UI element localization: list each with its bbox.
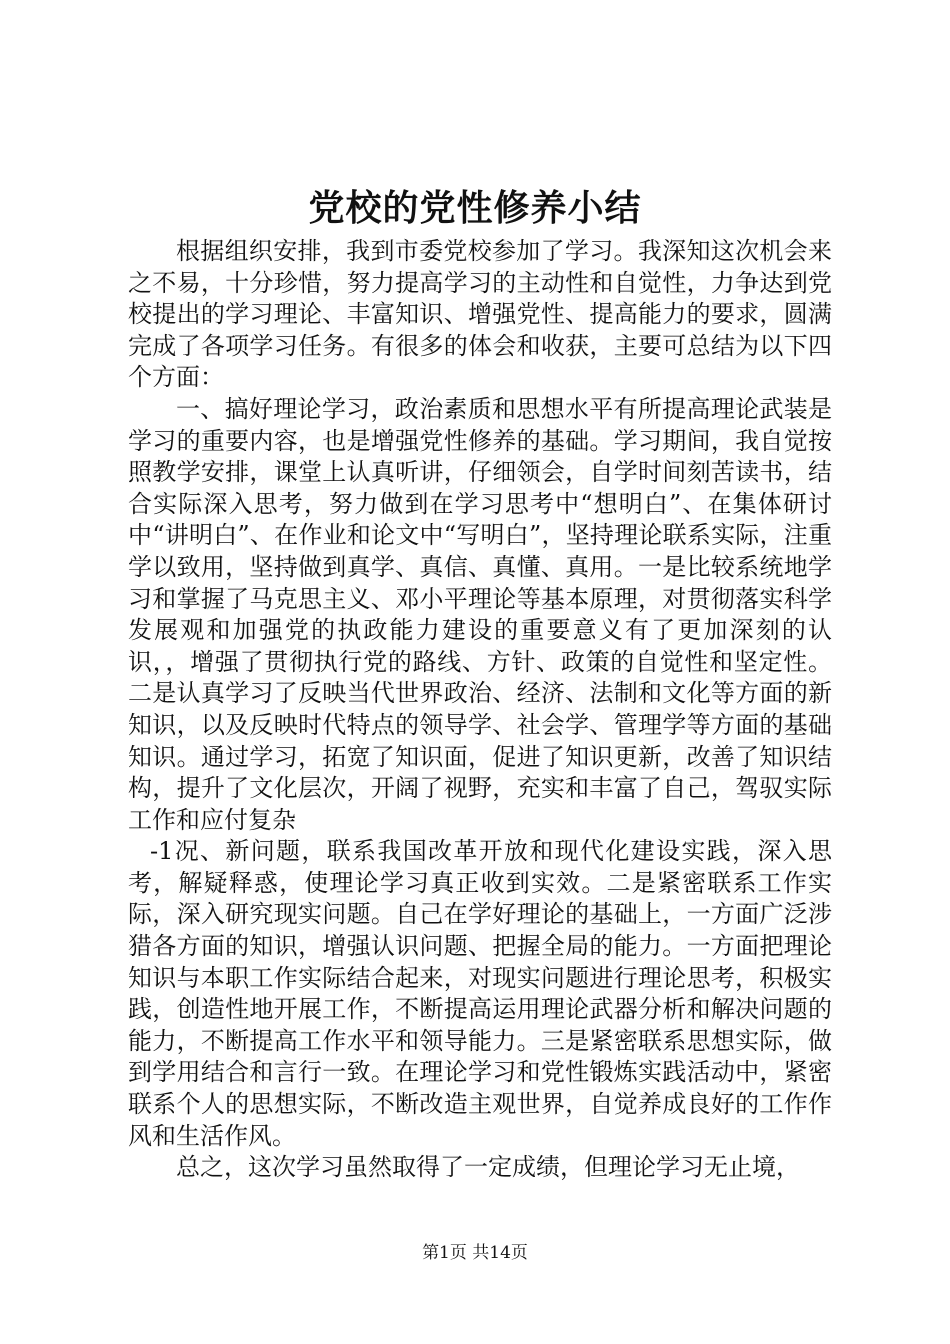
- document-body: [128, 236, 832, 1184]
- paragraph-theory-study: 一、搞好理论学习，政治素质和思想水平有所提高理论武装是学习的重要内容，也是增强党性修养的基础。学习期间，我自觉按照教学安排，课堂上认真听讲，仔细领会，自学时间刻苦读书，结合实际深入思考，努力做到在学习思考中“想明白”、在集体研讨中“讲明白”、在作业和论文中“写明白”，坚持理论联系实际，注重学以致用，坚持做到真学、真信、真懂、真用。一是比较系统地学习和掌握了马克思主义、邓小平理论等基本原理，对贯彻落实科学发展观和加强党的执政能力建设的重要意义有了更加深刻的认识，，增强了贯彻执行党的路线、方针、政策的自觉性和坚定性。二是认真学习了反映当代世界政治、经济、法制和文化等方面的新知识，以及反映时代特点的领导学、社会学、管理学等方面的基础知识。通过学习，拓宽了知识面，促进了知识更新，改善了知识结构，提升了文化层次，开阔了视野，充实和丰富了自己，驾驭实际工作和应付复杂: [128, 394, 832, 834]
- page-footer: 第1页 共14页: [422, 1243, 528, 1263]
- paragraph-summary: 总之，这次学习虽然取得了一定成绩，但理论学习无止境，: [176, 1153, 800, 1182]
- document-title: 党校的党性修养小结: [308, 187, 642, 229]
- paragraph-intro: 根据组织安排，我到市委党校参加了学习。我深知这次机会来之不易，十分珍惜，努力提高学习的主动性和自觉性，力争达到党校提出的学习理论、丰富知识、增强党性、提高能力的要求，圆满完成了各项学习任务。有很多的体会和收获，主要可总结为以下四个方面：: [128, 237, 832, 392]
- paragraph-practice: -1况、新问题，联系我国改革开放和现代化建设实践，深入思考，解疑释惑，使理论学习真正收到实效。二是紧密联系工作实际，深入研究现实问题。自己在学好理论的基础上，一方面广泛涉猎各方面的知识，增强认识问题、把握全局的能力。一方面把理论知识与本职工作实际结合起来，对现实问题进行理论思考，积极实践，创造性地开展工作，不断提高运用理论武器分析和解决问题的能力，不断提高工作水平和领导能力。三是紧密联系思想实际，做到学用结合和言行一致。在理论学习和党性锻炼实践活动中，紧密联系个人的思想实际，不断改造主观世界，自觉养成良好的工作作风和生活作风。: [128, 837, 832, 1150]
